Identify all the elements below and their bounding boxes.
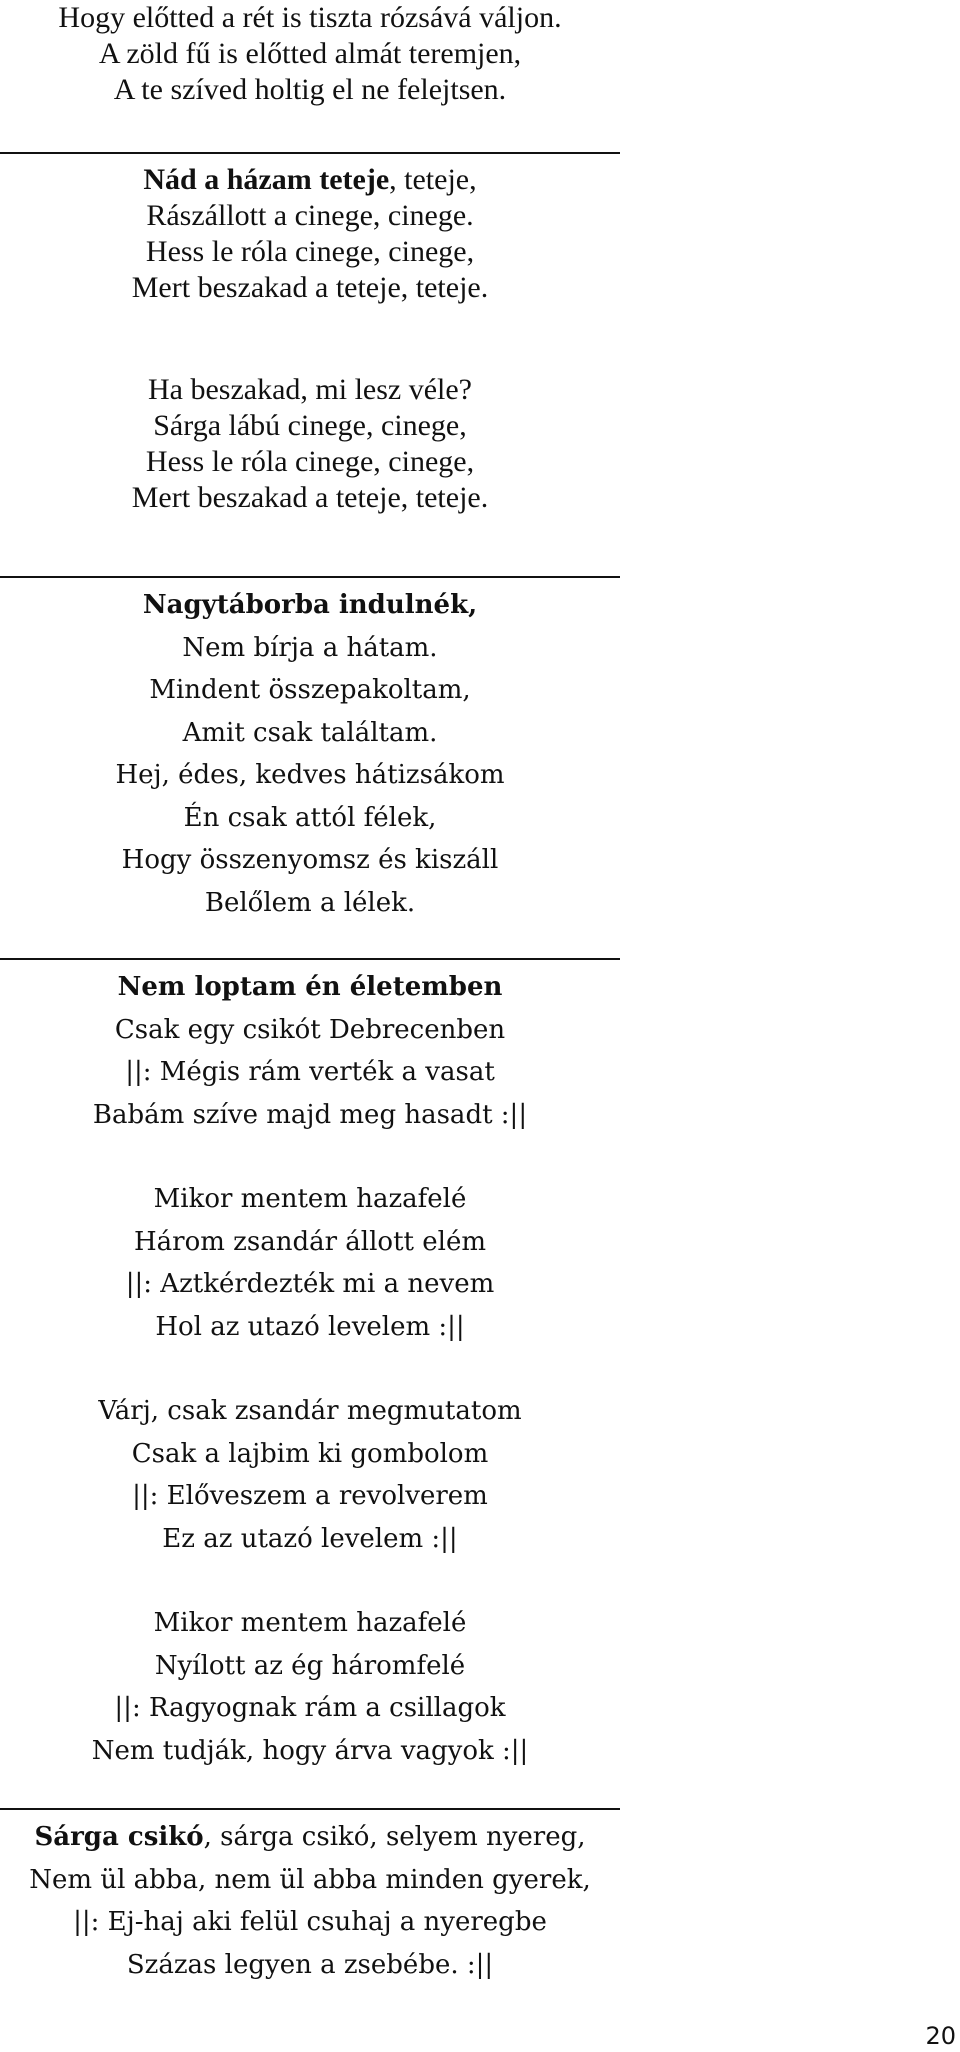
poem-line: Nyílott az ég háromfelé [154, 1650, 466, 1681]
poem-stanza-1 [0, 0, 620, 108]
poem-line: Nád a házam teteje, teteje, [143, 163, 477, 196]
poem-line: Hol az utazó levelem :|| [155, 1311, 465, 1342]
poem-line: Mikor mentem hazafelé [153, 1184, 467, 1214]
section-divider [0, 576, 620, 578]
section-divider [0, 958, 620, 960]
poem-line: ||: Mégis rám verték a vasat [125, 1057, 495, 1087]
poem-line: Amit csak találtam. [182, 717, 438, 748]
poem-line: Várj, csak zsandár megmutatom [98, 1396, 522, 1426]
poem-title: Nagytáborba indulnék, [142, 590, 478, 620]
poem-stanza-4 [0, 966, 620, 1136]
poem-title: Sárga csikó [34, 1822, 204, 1852]
poem-line: Mert beszakad a teteje, teteje. [131, 481, 489, 514]
poem-stanza-2 [0, 162, 620, 306]
section-divider [0, 1808, 620, 1810]
poem-line: Hogy előtted a rét is tiszta rózsává váljon. [58, 1, 562, 34]
poem-line: ||: Előveszem a revolverem [132, 1481, 488, 1511]
poem-line: Mikor mentem hazafelé [153, 1608, 467, 1638]
poem-stanza-4b [0, 1178, 620, 1348]
poem-line: Százas legyen a zsebébe. :|| [126, 1949, 494, 1980]
poem-line: Csak egy csikót Debrecenben [114, 1014, 506, 1045]
poem-stanza-2b [0, 372, 620, 516]
poem-stanza-4d [0, 1602, 620, 1772]
poem-line: Rászállott a cinege, cinege. [146, 199, 474, 232]
poem-stanza-3 [0, 584, 620, 924]
poem-title: Nád a házam teteje [143, 163, 390, 196]
poem-line: Sárga lábú cinege, cinege, [153, 409, 467, 442]
poem-line: Ha beszakad, mi lesz véle? [147, 373, 472, 406]
poem-line: Én csak attól félek, [183, 802, 437, 833]
poem-line: Sárga csikó, sárga csikó, selyem nyereg, [34, 1822, 586, 1852]
poem-line: Babám szíve majd meg hasadt :|| [92, 1099, 528, 1130]
poem-line: Hess le róla cinege, cinege, [145, 235, 475, 268]
poem-line: ||: Aztkérdezték mi a nevem [125, 1269, 495, 1299]
poem-line: Belőlem a lélek. [204, 887, 416, 918]
poem-line: ||: Ragyognak rám a csillagok [114, 1693, 506, 1723]
poem-line: Mert beszakad a teteje, teteje. [131, 271, 489, 304]
poem-line: Hogy összenyomsz és kiszáll [121, 845, 499, 875]
section-divider [0, 152, 620, 154]
poem-line: Ez az utazó levelem :|| [162, 1523, 458, 1554]
poem-line: A te szíved holtig el ne felejtsen. [113, 73, 507, 106]
poem-line: Csak a lajbim ki gombolom [131, 1438, 489, 1469]
poem-line: Három zsandár állott elém [134, 1226, 486, 1257]
poem-line: A zöld fű is előtted almát teremjen, [98, 37, 522, 70]
poem-stanza-5 [0, 1816, 620, 1986]
poem-line: Mindent összepakoltam, [149, 675, 471, 705]
poem-stanza-4c [0, 1390, 620, 1560]
poem-line: Nem bírja a hátam. [182, 632, 438, 663]
poem-title: Nem loptam én életemben [117, 972, 503, 1002]
poem-line: Hej, édes, kedves hátizsákom [115, 760, 505, 790]
poem-line: ||: Ej-haj aki felül csuhaj a nyeregbe [73, 1907, 547, 1937]
poem-line: Hess le róla cinege, cinege, [145, 445, 475, 478]
poem-line: Nem ül abba, nem ül abba minden gyerek, [29, 1864, 591, 1895]
poem-line: Nem tudják, hogy árva vagyok :|| [91, 1735, 529, 1766]
page-number: 20 [925, 2022, 956, 2050]
